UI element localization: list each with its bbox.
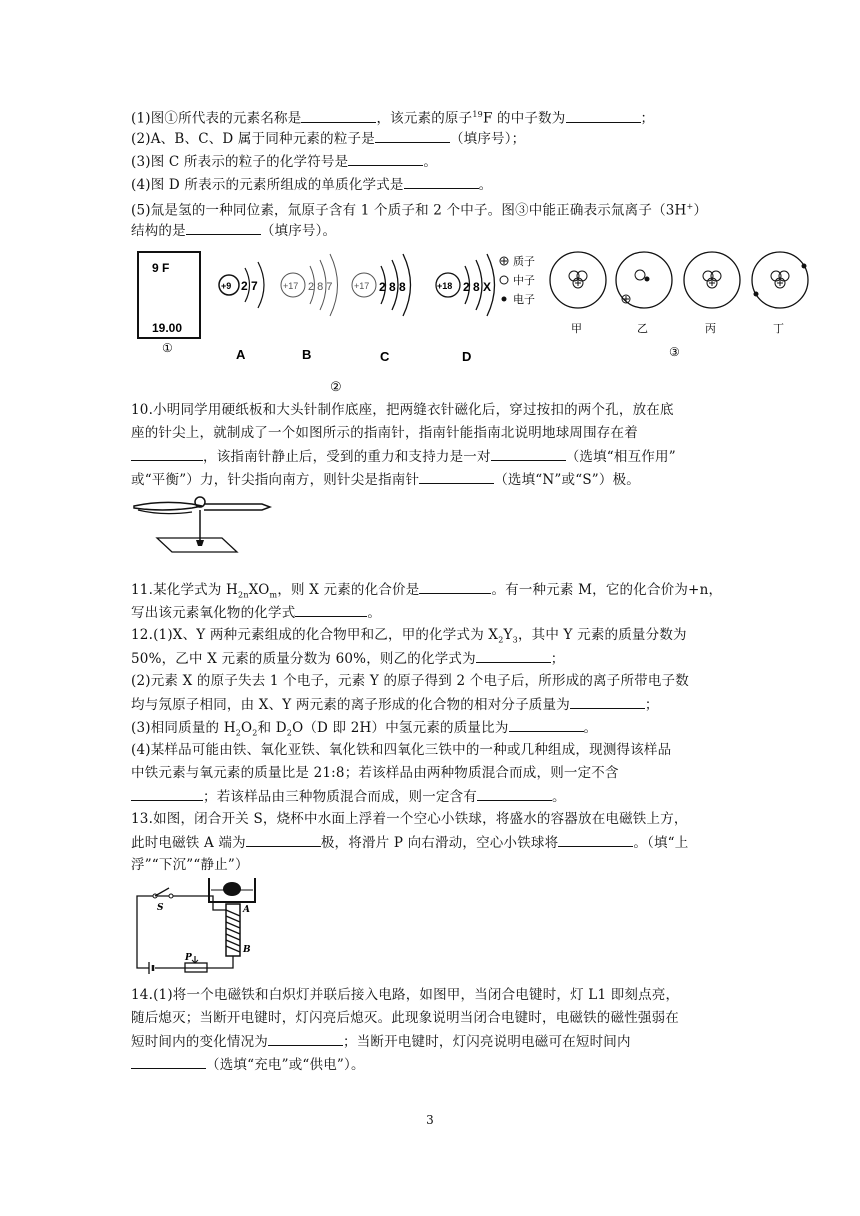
q12-line-5 <box>131 718 597 743</box>
subscript: 2 <box>252 728 258 738</box>
q14-line-1 <box>131 986 679 1004</box>
label-b: B <box>243 945 251 955</box>
electron-shells: 2 8 X <box>463 280 492 294</box>
text: 。 <box>583 720 598 736</box>
q10-line-3 <box>131 447 676 466</box>
text: ； <box>644 697 659 713</box>
q12-line-7 <box>131 764 619 782</box>
electromagnet-circuit-figure <box>133 876 273 974</box>
legend-neutron: 中子 <box>513 274 535 287</box>
text: Y <box>503 627 513 643</box>
text: 结构的是 <box>131 223 186 239</box>
answer-blank[interactable] <box>186 221 261 235</box>
compass-figure <box>132 490 272 558</box>
structure-jia <box>550 252 606 335</box>
legend-proton: 质子 <box>513 255 535 268</box>
text: 中铁元素与氧元素的质量比是 21:8；若该样品由两种物质混合而成，则一定不含 <box>131 765 619 781</box>
atom-diagram-b <box>281 254 338 362</box>
text: 12.(1)X、Y 两种元素组成的化合物甲和乙，甲的化学式为 X <box>131 627 499 643</box>
structure-label: 乙 <box>637 322 648 335</box>
answer-blank[interactable] <box>476 649 551 663</box>
subscript: m <box>269 590 278 600</box>
text: ，该元素的原子 <box>376 110 473 127</box>
text: ，则 X 元素的化合价是 <box>277 582 420 598</box>
text: ） <box>693 202 708 219</box>
text: 浮”“下沉”“静止”） <box>131 857 249 873</box>
text: 。 <box>478 177 493 193</box>
q14-line-4 <box>131 1055 365 1074</box>
text: 或“平衡”）力，针尖指向南方，则针尖是指南针 <box>131 472 420 488</box>
text: （选填“N”或“S”）极。 <box>494 472 640 488</box>
answer-blank[interactable] <box>246 833 321 847</box>
particle-legend <box>500 254 535 306</box>
atom-label: D <box>462 349 472 364</box>
atom-structure-figure <box>128 244 818 396</box>
q10-line-4 <box>131 470 640 489</box>
figure-label-1: ① <box>162 341 173 355</box>
q13-line-2 <box>131 833 688 852</box>
text: 座的针尖上，就制成了一个如图所示的指南针，指南针能指南北说明地球周围存在着 <box>131 425 638 441</box>
element-symbol: 9 F <box>152 261 170 275</box>
text: 均与氖原子相同，由 X、Y 两元素的离子形成的化合物的相对分子质量为 <box>131 697 570 713</box>
text: 50%，乙中 X 元素的质量分数为 60%，则乙的化学式为 <box>131 651 476 667</box>
q14-line-2 <box>131 1009 679 1027</box>
q10-line-1 <box>131 401 674 419</box>
atom-label: A <box>236 347 246 362</box>
q9-line-3 <box>131 152 437 171</box>
text: ；若该样品由三种物质混合而成，则一定含有 <box>203 789 477 805</box>
nucleus-charge: +18 <box>437 281 453 291</box>
text: 写出该元素氧化物的化学式 <box>131 605 296 621</box>
text: (2)元素 X 的原子失去 1 个电子，元素 Y 的原子得到 2 个电子后，所形成的离子所带电子数 <box>131 673 689 689</box>
nucleus-charge: +9 <box>221 281 232 291</box>
answer-blank[interactable] <box>477 787 552 801</box>
text: ，其中 Y 元素的质量分数为 <box>517 627 687 643</box>
text: （填序号）； <box>449 131 526 147</box>
q11-line-2 <box>131 603 381 622</box>
label-p: P <box>185 953 192 963</box>
text: 13.如图，闭合开关 S，烧杯中水面上浮着一个空心小铁球，将盛水的容器放在电磁铁上方， <box>131 811 688 827</box>
q9-line-2 <box>131 129 525 148</box>
text: 10.小明同学用硬纸板和大头针制作底座，把两缝衣针磁化后，穿过按扣的两个孔，放在底 <box>131 402 674 418</box>
text: (2)A、B、C、D 属于同种元素的粒子是 <box>131 131 375 147</box>
text: 随后熄灭；当断开电键时，灯闪亮后熄灭。此现象说明当闭合电键时，电磁铁的磁性强弱在 <box>131 1010 679 1026</box>
text: 11.某化学式为 H <box>131 582 239 598</box>
answer-blank[interactable] <box>419 470 494 484</box>
text: 。 <box>367 605 382 621</box>
structure-yi <box>616 252 672 335</box>
text: （填序号）。 <box>260 223 337 239</box>
atom-diagram-c <box>352 254 411 364</box>
subscript: 2 <box>235 728 241 738</box>
text: O（D 即 2H）中氢元素的质量比为 <box>292 720 509 736</box>
text: ；当断开电键时，灯闪亮说明电磁可在短时间内 <box>343 1034 631 1050</box>
text: 。 <box>552 789 566 805</box>
electron-icon <box>502 297 507 302</box>
text: (4)某样品可能由铁、氧化亚铁、氧化铁和四氧化三铁中的一种或几种组成，现测得该样品 <box>131 742 672 758</box>
atom-label: C <box>380 349 390 364</box>
iron-ball-icon <box>223 882 241 896</box>
electron-shells: 2 7 <box>241 279 258 293</box>
element-mass: 19.00 <box>152 321 183 335</box>
answer-blank[interactable] <box>566 109 641 123</box>
text: （选填“充电”或“供电”）。 <box>206 1057 365 1073</box>
electromagnet-core <box>226 904 240 956</box>
text: 此时电磁铁 A 端为 <box>131 835 246 851</box>
answer-blank[interactable] <box>404 175 479 189</box>
text: ； <box>640 110 655 127</box>
text: 极，将滑片 P 向右滑动，空心小铁球将 <box>320 835 559 851</box>
text: 。有一种元素 M，它的化合价为+n， <box>491 582 723 598</box>
label-a: A <box>243 905 250 915</box>
text: (5)氚是氢的一种同位素，氚原子含有 1 个质子和 2 个中子。图③中能正确表示氚离子（3H <box>131 202 687 219</box>
page-number: 3 <box>426 1113 434 1127</box>
legend-electron: 电子 <box>513 293 535 306</box>
answer-blank[interactable] <box>268 1032 343 1046</box>
answer-blank[interactable] <box>558 833 633 847</box>
subscript: 2 <box>498 635 504 645</box>
text: 14.(1)将一个电磁铁和白炽灯并联后接入电路，如图甲，当闭合电键时，灯 L1 即刻点亮， <box>131 987 680 1003</box>
text: （选填“相互作用” <box>565 449 676 465</box>
q12-line-1 <box>131 626 687 650</box>
text: (3)图 C 所表示的粒子的化学符号是 <box>131 154 349 170</box>
text: O <box>240 720 253 736</box>
q13-line-3 <box>131 856 249 874</box>
q9-line-6 <box>131 221 336 240</box>
q10-line-2 <box>131 424 638 442</box>
text: F 的中子数为 <box>482 110 566 127</box>
q9-line-1 <box>131 106 654 128</box>
atom-label: B <box>302 347 312 362</box>
structure-bing <box>684 252 740 335</box>
q13-line-1 <box>131 810 688 828</box>
q12-line-6 <box>131 741 671 759</box>
superscript: + <box>686 202 694 211</box>
answer-blank[interactable] <box>570 695 645 709</box>
subscript: 2n <box>238 590 249 600</box>
answer-blank[interactable] <box>131 787 203 801</box>
figure-label-2: ② <box>330 380 342 395</box>
text: ； <box>550 651 565 667</box>
neutron-icon <box>500 276 508 284</box>
q9-line-4 <box>131 175 492 194</box>
answer-blank[interactable] <box>509 718 584 732</box>
answer-blank[interactable] <box>348 152 423 166</box>
q12-line-3 <box>131 672 689 690</box>
answer-blank[interactable] <box>375 129 450 143</box>
text: XO <box>248 582 270 598</box>
answer-blank[interactable] <box>295 603 367 617</box>
superscript: 19 <box>472 110 483 119</box>
answer-blank[interactable] <box>301 109 376 123</box>
text: 和 D <box>257 720 287 736</box>
label-s: S <box>157 903 164 913</box>
structure-label: 甲 <box>571 322 582 335</box>
subscript: 2 <box>286 728 293 738</box>
answer-blank[interactable] <box>131 447 203 461</box>
structure-label: 丙 <box>705 322 716 335</box>
q12-line-4 <box>131 695 659 714</box>
q12-line-8 <box>131 787 566 806</box>
nucleus-charge: +17 <box>283 281 299 291</box>
nucleus-charge: +17 <box>354 281 370 291</box>
answer-blank[interactable] <box>131 1055 206 1069</box>
text: 。（填“上 <box>633 835 689 851</box>
text: (3)相同质量的 H <box>131 720 236 736</box>
text: ，该指南针静止后，受到的重力和支持力是一对 <box>203 449 491 465</box>
q12-line-2 <box>131 649 565 668</box>
figure-label-3: ③ <box>669 345 680 359</box>
structure-label: 丁 <box>773 322 784 335</box>
answer-blank[interactable] <box>419 580 491 594</box>
q14-line-3 <box>131 1032 631 1051</box>
q11-line-1 <box>131 580 722 605</box>
subscript: 3 <box>512 635 518 645</box>
answer-blank[interactable] <box>491 447 566 461</box>
atom-diagram-a <box>219 262 264 362</box>
electron-shells: 2 8 8 <box>379 280 406 294</box>
text: 短时间内的变化情况为 <box>131 1034 268 1050</box>
electron-shells: 2 8 7 <box>308 281 333 293</box>
structure-ding <box>752 252 808 335</box>
text: (1)图①所代表的元素名称是 <box>131 110 302 127</box>
atom-diagram-d <box>436 254 495 364</box>
text: (4)图 D 所表示的元素所组成的单质化学式是 <box>131 177 404 193</box>
q9-line-5 <box>131 198 707 220</box>
text: 。 <box>423 154 438 170</box>
